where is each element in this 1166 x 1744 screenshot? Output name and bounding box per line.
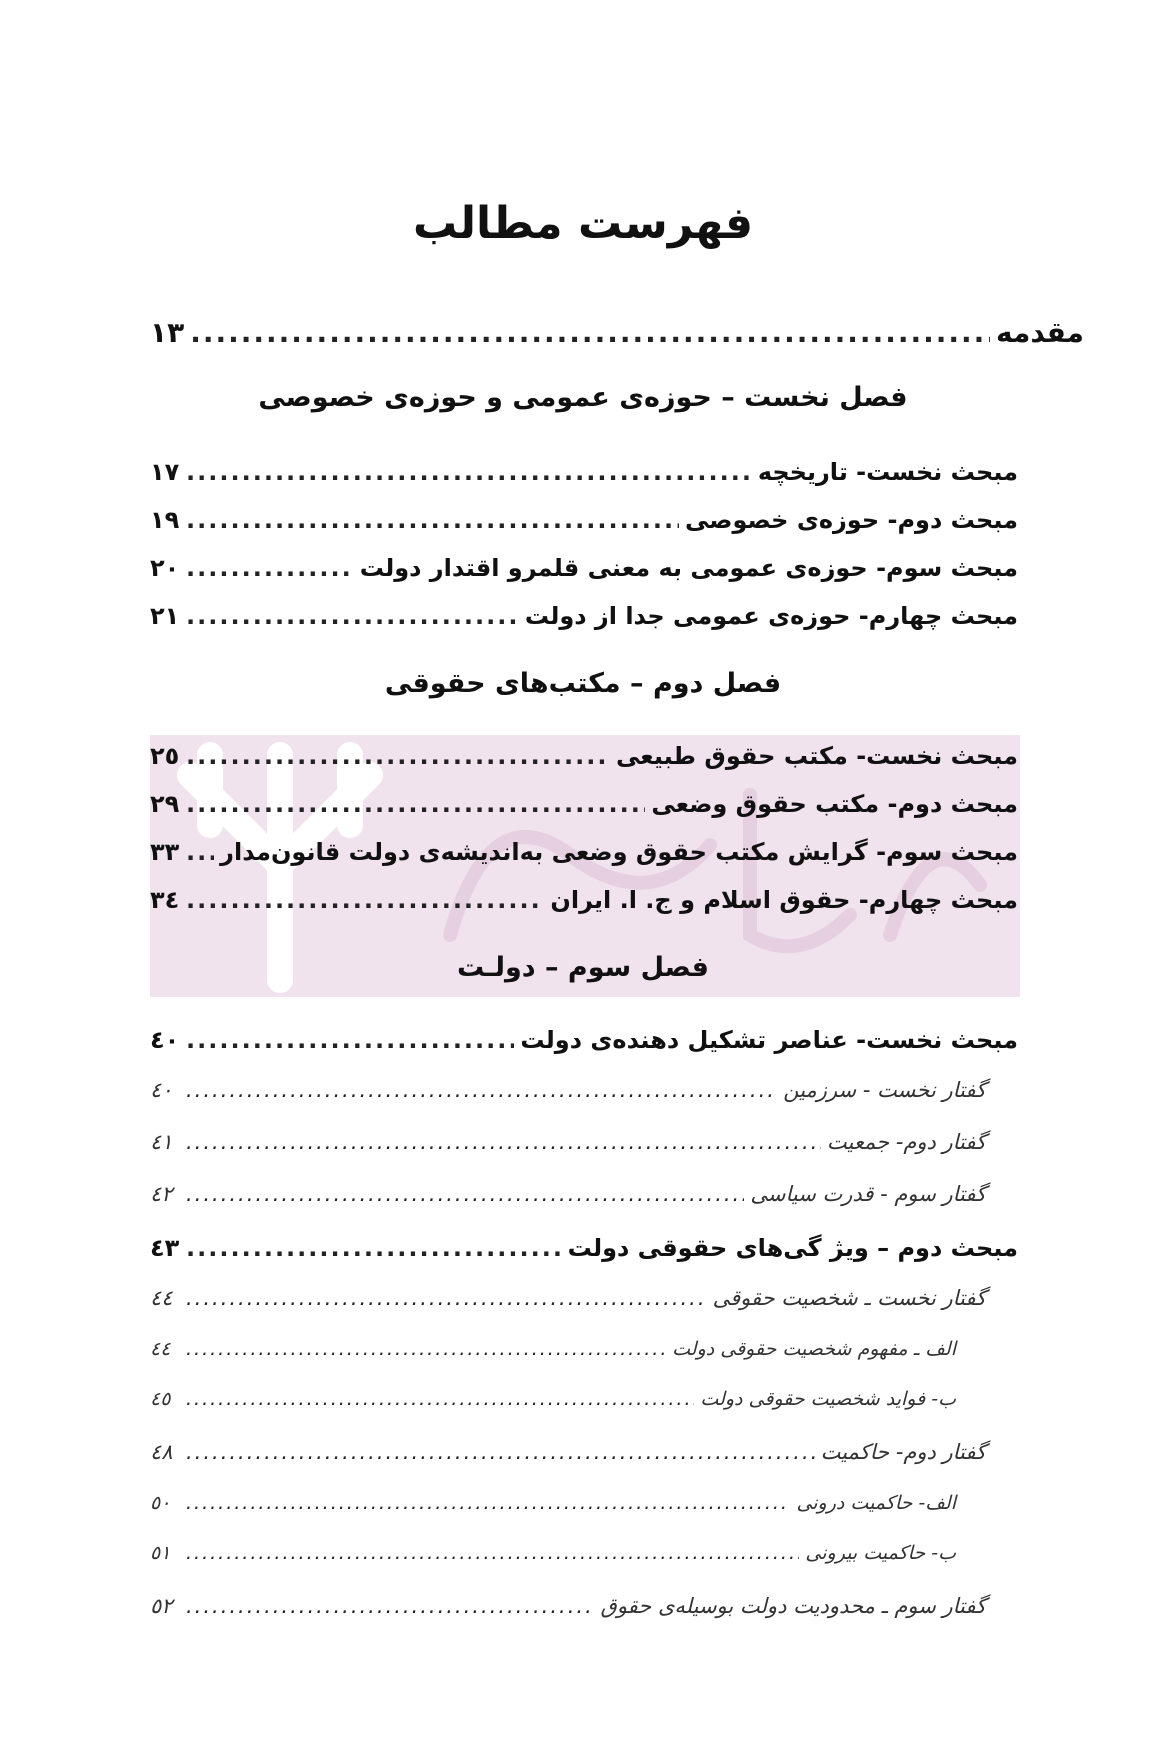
- entry-label: مبحث نخست- مکتب حقوق طبیعی: [616, 742, 1018, 770]
- page-number: ٥٠: [150, 1492, 171, 1514]
- toc-entry[interactable]: [150, 1182, 986, 1206]
- page-number: ٢٥: [150, 742, 180, 770]
- toc-entry[interactable]: [150, 1338, 956, 1360]
- page-title: فهرست مطالب: [412, 198, 754, 249]
- page-number: ٣٤: [150, 886, 180, 914]
- toc-entry[interactable]: [150, 790, 1018, 818]
- entry-label: گفتار نخست ـ شخصیت حقوقی: [712, 1286, 986, 1310]
- page-number: ١٣: [150, 316, 185, 349]
- leader-dots: [186, 1440, 815, 1464]
- page-number: ٤٨: [150, 1440, 173, 1464]
- entry-label: گفتار دوم- حاکمیت: [820, 1440, 986, 1464]
- toc-entry[interactable]: [150, 1286, 986, 1310]
- leader-dots: [186, 1026, 514, 1054]
- entry-label: گفتار نخست - سرزمین: [783, 1078, 986, 1102]
- entry-label: مبحث سوم- گرایش مکتب حقوق وضعی به‌اندیشه‌ی دولت قانون‌مدار: [220, 838, 1018, 866]
- page-number: ٤٠: [150, 1026, 180, 1054]
- page-number: ٥١: [150, 1542, 171, 1564]
- entry-label: مبحث نخست- عناصر تشکیل دهنده‌ی دولت: [520, 1026, 1018, 1054]
- page-number: ٥٢: [150, 1594, 173, 1618]
- leader-dots: [186, 1286, 707, 1310]
- leader-dots: [186, 1388, 694, 1410]
- page-number: ٣٣: [150, 838, 180, 866]
- toc-entry[interactable]: [150, 1130, 986, 1154]
- page-number: ٢٩: [150, 790, 180, 818]
- leader-dots: [186, 1338, 666, 1360]
- toc-entry[interactable]: [150, 1492, 956, 1514]
- leader-dots: [186, 742, 610, 770]
- toc-entry[interactable]: [150, 1026, 1018, 1054]
- leader-dots: [186, 1234, 562, 1262]
- toc-entry[interactable]: [150, 886, 1018, 914]
- chapter-heading: فصل دوم – مکتب‌های حقوقی: [384, 668, 782, 699]
- page-number: ٤٤: [150, 1338, 171, 1360]
- entry-label: مبحث دوم – ویژ گی‌های حقوقی دولت: [567, 1234, 1018, 1262]
- leader-dots: [186, 458, 752, 486]
- entry-label: مبحث نخست- تاریخچه: [757, 458, 1018, 486]
- leader-dots: [190, 316, 990, 349]
- page-number: ١٧: [150, 458, 180, 486]
- toc-entry[interactable]: [150, 742, 1018, 770]
- toc-entry[interactable]: [150, 1542, 956, 1564]
- entry-label: مبحث دوم- حوزه‌ی خصوصی: [685, 506, 1018, 534]
- toc-entry[interactable]: [150, 838, 1018, 866]
- page-number: ٢١: [150, 602, 180, 630]
- leader-dots: [186, 790, 645, 818]
- toc-entry-intro[interactable]: [150, 316, 1084, 349]
- entry-label: الف ـ مفهوم شخصیت حقوقی دولت: [672, 1338, 956, 1360]
- page-number: ٤٥: [150, 1388, 171, 1410]
- toc-entry[interactable]: [150, 458, 1018, 486]
- entry-label: ب- حاکمیت بیرونی: [805, 1542, 956, 1564]
- page-number: ٤٠: [150, 1078, 173, 1102]
- toc-entry[interactable]: [150, 506, 1018, 534]
- entry-label: گفتار سوم ـ محدودیت دولت بوسیله‌ی حقوق: [600, 1594, 986, 1618]
- entry-label: مقدمه: [996, 316, 1084, 349]
- entry-label: گفتار دوم- جمعیت: [826, 1130, 986, 1154]
- toc-entry[interactable]: [150, 1388, 956, 1410]
- leader-dots: [186, 886, 544, 914]
- toc-entry[interactable]: [150, 1440, 986, 1464]
- leader-dots: [186, 1542, 799, 1564]
- leader-dots: [186, 554, 354, 582]
- page-number: ٢٠: [150, 554, 180, 582]
- toc-entry[interactable]: [150, 1234, 1018, 1262]
- leader-dots: [186, 1492, 790, 1514]
- entry-label: مبحث چهارم- حقوق اسلام و ج. ا. ایران: [550, 886, 1018, 914]
- chapter-heading: فصل سوم – دولـت: [457, 952, 709, 983]
- toc-entry[interactable]: [150, 554, 1018, 582]
- entry-label: مبحث سوم- حوزه‌ی عمومی به معنی قلمرو اقتدار دولت: [359, 554, 1018, 582]
- chapter-heading: فصل نخست – حوزه‌ی عمومی و حوزه‌ی خصوصی: [258, 382, 908, 413]
- entry-label: ب- فواید شخصیت حقوقی دولت: [700, 1388, 956, 1410]
- entry-label: الف- حاکمیت درونی: [796, 1492, 956, 1514]
- leader-dots: [186, 838, 214, 866]
- page-number: ١٩: [150, 506, 180, 534]
- leader-dots: [186, 1182, 744, 1206]
- entry-label: مبحث چهارم- حوزه‌ی عمومی جدا از دولت: [524, 602, 1018, 630]
- leader-dots: [186, 506, 679, 534]
- entry-label: گفتار سوم - قدرت سیاسی: [750, 1182, 986, 1206]
- page-number: ٤٣: [150, 1234, 180, 1262]
- leader-dots: [186, 1078, 777, 1102]
- page-number: ٤١: [150, 1130, 173, 1154]
- leader-dots: [186, 1594, 595, 1618]
- page-number: ٤٤: [150, 1286, 173, 1310]
- leader-dots: [186, 1130, 821, 1154]
- entry-label: مبحث دوم- مکتب حقوق وضعی: [651, 790, 1018, 818]
- leader-dots: [186, 602, 519, 630]
- page-number: ٤٢: [150, 1182, 173, 1206]
- toc-entry[interactable]: [150, 1594, 986, 1618]
- toc-entry[interactable]: [150, 1078, 986, 1102]
- toc-entry[interactable]: [150, 602, 1018, 630]
